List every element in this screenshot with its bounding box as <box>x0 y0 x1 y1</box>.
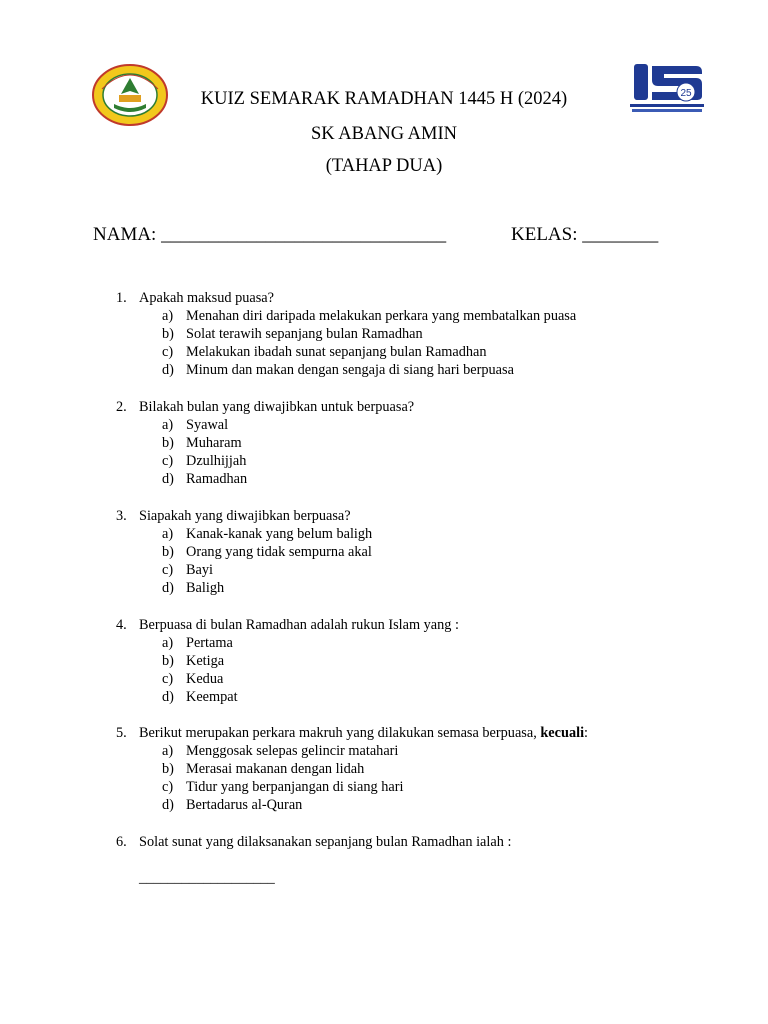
question-text: Siapakah yang diwajibkan berpuasa? <box>139 508 351 524</box>
option-3a: a) Kanak-kanak yang belum baligh <box>162 526 373 542</box>
question-5: 5. Berikut merupakan perkara makruh yang dilakukan semasa berpuasa, kecuali: <box>116 725 589 741</box>
question-2: 2. Bilakah bulan yang diwajibkan untuk berpuasa? <box>116 399 415 415</box>
option-1c: c) Melakukan ibadah sunat sepanjang bulan Ramadhan <box>162 344 487 360</box>
question-6: 6. Solat sunat yang dilaksanakan sepanjang bulan Ramadhan ialah : <box>116 834 512 850</box>
school-name: SK ABANG AMIN <box>311 124 457 144</box>
question-3: 3. Siapakah yang diwajibkan berpuasa? <box>116 508 351 524</box>
option-4b: b) Ketiga <box>162 653 225 669</box>
question-text: Berpuasa di bulan Ramadhan adalah rukun Islam yang : <box>139 617 459 633</box>
option-1d: d) Minum dan makan dengan sengaja di siang hari berpuasa <box>162 362 514 378</box>
option-2a: a) Syawal <box>162 417 229 433</box>
quiz-title: KUIZ SEMARAK RAMADHAN 1445 H (2024) <box>200 89 568 109</box>
option-4d: d) Keempat <box>162 689 238 705</box>
option-4c: c) Kedua <box>162 671 224 687</box>
option-5a: a) Menggosak selepas gelincir matahari <box>162 743 399 759</box>
option-2c: c) Dzulhijjah <box>162 453 247 469</box>
level-subtitle: (TAHAP DUA) <box>325 156 443 176</box>
option-5c: c) Tidur yang berpanjangan di siang hari <box>162 779 404 795</box>
question-text: Berikut merupakan perkara makruh yang dilakukan semasa berpuasa, <box>139 725 537 741</box>
question-text: Apakah maksud puasa? <box>139 290 274 306</box>
option-3c: c) Bayi <box>162 562 214 578</box>
option-1b: b) Solat terawih sepanjang bulan Ramadhan <box>162 326 423 342</box>
option-3d: d) Baligh <box>162 580 225 596</box>
emphasis-text: kecuali <box>540 725 585 741</box>
question-1: 1. Apakah maksud puasa? <box>116 290 274 306</box>
question-4: 4. Berpuasa di bulan Ramadhan adalah rukun Islam yang : <box>116 617 459 633</box>
option-5d: d) Bertadarus al-Quran <box>162 797 303 813</box>
name-field[interactable]: NAMA: ______________________________ <box>93 224 447 245</box>
option-3b: b) Orang yang tidak sempurna akal <box>162 544 372 560</box>
option-2b: b) Muharam <box>162 435 242 451</box>
logo-number: 25 <box>680 88 692 99</box>
answer-blank[interactable]: ___________________ <box>139 870 275 886</box>
student-info-row <box>93 224 693 246</box>
option-2d: d) Ramadhan <box>162 471 248 487</box>
option-5b: b) Merasai makanan dengan lidah <box>162 761 365 777</box>
class-field[interactable]: KELAS: ________ <box>511 224 659 245</box>
question-text: Solat sunat yang dilaksanakan sepanjang bulan Ramadhan ialah : <box>139 834 512 850</box>
option-4a: a) Pertama <box>162 635 233 651</box>
option-1a: a) Menahan diri daripada melakukan perkara yang membatalkan puasa <box>162 308 577 324</box>
question-text: Bilakah bulan yang diwajibkan untuk berpuasa? <box>139 399 415 415</box>
